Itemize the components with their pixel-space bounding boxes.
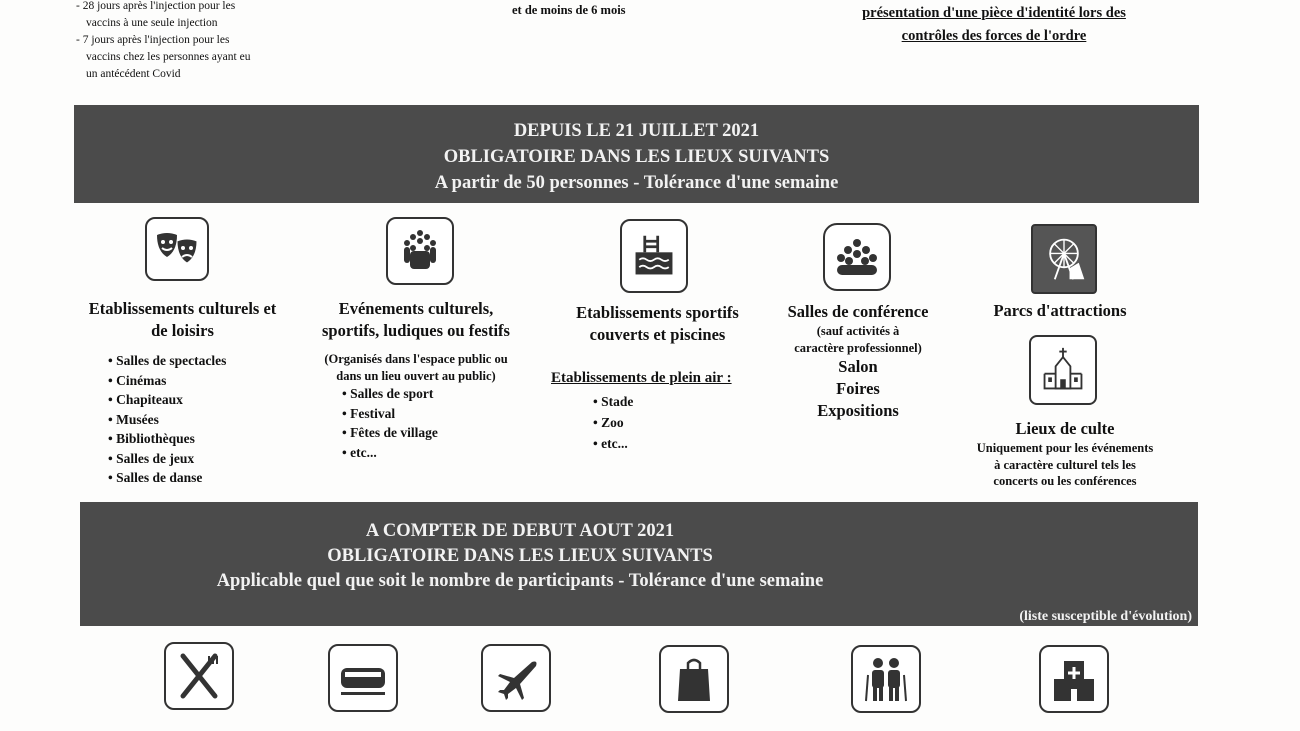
conference-note: (sauf activités à — [816, 324, 900, 338]
banner-date: DEPUIS LE 21 JUILLET 2021 — [513, 121, 760, 141]
hospital-icon — [1039, 645, 1109, 713]
list-item: • etc... — [342, 443, 536, 463]
events-note: dans un lieu ouvert au public) — [336, 368, 496, 383]
delay-line: un antécédent Covid — [86, 68, 181, 80]
id-requirement-text — [810, 2, 1178, 48]
sport-column — [545, 302, 770, 454]
worship-title: Lieux de culte — [1015, 419, 1115, 438]
banner-condition: Applicable quel que soit le nombre de participants - Tolérance d'une semaine — [216, 571, 824, 591]
id-line: contrôles des forces de l'ordre — [901, 28, 1087, 44]
list-item: • Bibliothèques — [108, 429, 295, 449]
shopping-bag-icon — [659, 645, 729, 713]
worship-note: à caractère culturel tels les — [994, 457, 1136, 472]
list-item: • Salles de danse — [108, 468, 295, 488]
list-item: • Cinémas — [108, 371, 295, 391]
test-validity-text: et de moins de 6 mois — [512, 3, 626, 17]
conference-title: Salles de conférence — [787, 302, 929, 321]
sport-list — [593, 391, 770, 454]
culture-title: de loisirs — [151, 321, 214, 340]
conference-column — [768, 301, 948, 422]
list-item: • Salles de jeux — [108, 449, 295, 469]
banner-note: (liste susceptible d'évolution) — [1019, 609, 1192, 624]
delay-line: vaccins à une seule injection — [86, 17, 218, 29]
sport-title: Etablissements sportifs — [576, 303, 739, 322]
list-item: • Salles de spectacles — [108, 351, 295, 371]
culture-title: Etablissements culturels et — [88, 299, 277, 318]
events-column — [296, 298, 536, 462]
outdoor-heading: Etablissements de plein air : — [551, 370, 732, 386]
august-banner — [80, 502, 1198, 626]
events-title: Evénements culturels, — [338, 299, 494, 318]
events-title: sportifs, ludiques ou festifs — [322, 321, 510, 340]
church-icon — [1029, 335, 1097, 405]
list-item: • Stade — [593, 391, 770, 412]
list-item: • Festival — [342, 404, 536, 424]
banner-date: A COMPTER DE DEBUT AOUT 2021 — [365, 521, 675, 541]
audience-icon — [823, 223, 891, 291]
ferris-wheel-icon — [1031, 224, 1097, 294]
fork-knife-icon — [164, 642, 234, 710]
worship-note: Uniquement pour les événements — [976, 441, 1154, 455]
events-list — [342, 384, 536, 462]
july-banner — [74, 105, 1199, 203]
delay-line: vaccins chez les personnes ayant eu — [86, 51, 251, 63]
crowd-icon — [386, 217, 454, 285]
list-item: • Fêtes de village — [342, 423, 536, 443]
list-item: • Zoo — [593, 412, 770, 433]
banner-heading: OBLIGATOIRE DANS LES LIEUX SUIVANTS — [443, 147, 830, 167]
list-item: • Chapiteaux — [108, 390, 295, 410]
events-note: (Organisés dans l'espace public ou — [324, 352, 508, 366]
delay-line: - 28 jours après l'injection pour les — [76, 0, 236, 12]
conference-extra: Expositions — [817, 401, 899, 420]
list-item: • Salles de sport — [342, 384, 536, 404]
parks-title: Parcs d'attractions — [993, 301, 1127, 320]
worship-column — [945, 418, 1185, 490]
conference-note: caractère professionnel) — [794, 340, 922, 355]
id-line: présentation d'une pièce d'identité lors des — [862, 5, 1126, 21]
list-item: • Musées — [108, 410, 295, 430]
sport-title: couverts et piscines — [589, 325, 726, 344]
conference-extra: Foires — [836, 379, 880, 398]
banner-condition: A partir de 50 personnes - Tolérance d'une semaine — [434, 173, 839, 193]
parks-column — [960, 300, 1160, 322]
list-item: • etc... — [593, 433, 770, 454]
swimming-pool-icon — [620, 219, 688, 293]
culture-column — [70, 298, 295, 488]
banner-lines — [135, 519, 905, 594]
vaccination-delays — [76, 0, 316, 83]
banner-heading: OBLIGATOIRE DANS LES LIEUX SUIVANTS — [327, 546, 713, 566]
elderly-couple-icon — [851, 645, 921, 713]
theater-masks-icon — [145, 217, 209, 281]
culture-list — [108, 351, 295, 488]
conference-extra: Salon — [838, 357, 878, 376]
delay-line: - 7 jours après l'injection pour les — [76, 34, 230, 46]
train-icon — [328, 644, 398, 712]
airplane-icon — [481, 644, 551, 712]
worship-note: concerts ou les conférences — [993, 474, 1137, 488]
